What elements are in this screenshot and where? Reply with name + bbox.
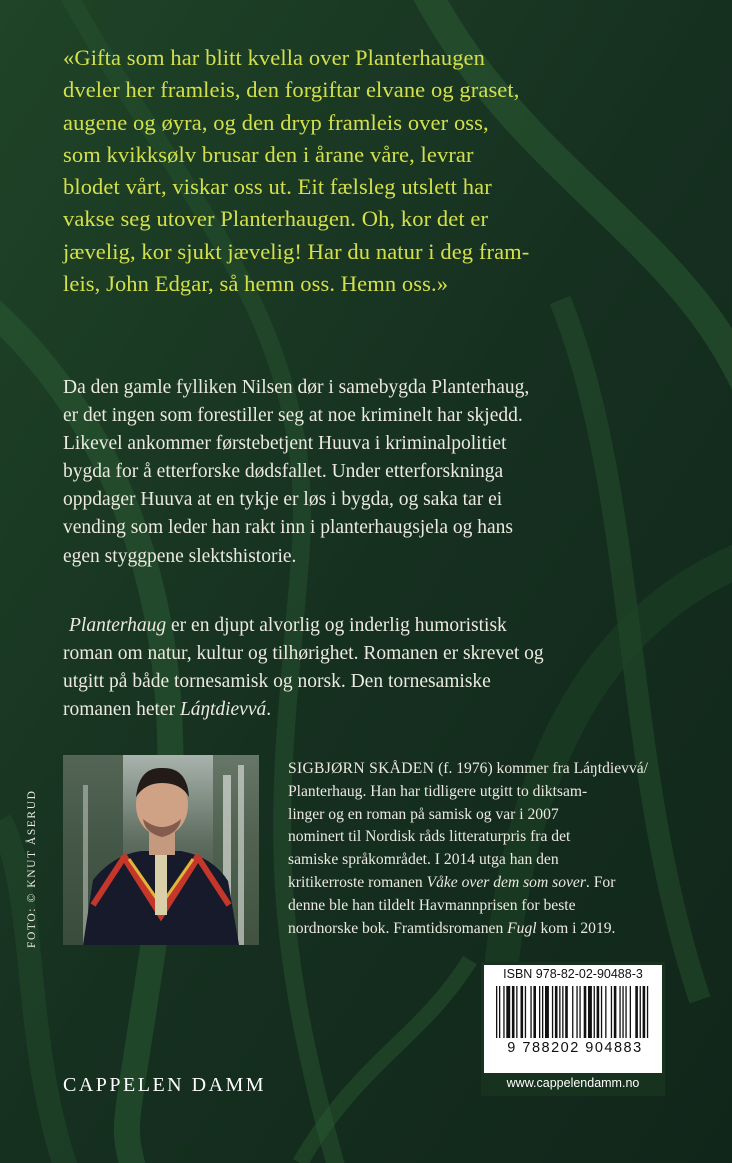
quote-line: jævelig, kor sjukt jævelig! Har du natur i deg fram- <box>63 238 530 264</box>
description-line: egen styggpene slektshistorie. <box>63 545 297 567</box>
plot-description <box>63 374 673 571</box>
description-line: Da den gamle fylliken Nilsen dør i samebygda Planterhaug, <box>63 377 530 398</box>
book-title-fugl: Fugl <box>507 919 537 937</box>
author-photo <box>63 755 259 945</box>
photo-credit: FOTO: © KNUT ÅSERUD <box>26 789 38 948</box>
description-line: oppdager Huuva at en tykje er løs i bygda, og saka tar ei <box>63 489 503 511</box>
description-line: vending som leder han rakt inn i planterhaugsjela og hans <box>63 517 514 539</box>
description-line: Likevel ankommer førstebetjent Huuva i kriminalpolitiet <box>63 433 507 455</box>
description-line: er det ingen som forestiller seg at noe kriminelt har skjedd. <box>63 405 523 427</box>
bio-line: linger og en roman på samisk og var i 2007 <box>288 805 559 823</box>
bio-line: Planterhaug. Han har tidligere utgitt to diktsam- <box>288 782 588 800</box>
summary-line: roman om natur, kultur og tilhørighet. Romanen er skrevet og <box>63 643 544 665</box>
publisher-logo: CAPPELEN DAMM <box>63 1074 267 1096</box>
quote-line: dveler her framleis, den forgiftar elvane og graset, <box>63 77 520 103</box>
bio-line: samiske språkområdet. I 2014 utga han den <box>288 851 559 869</box>
bio-line: SIGBJØRN SKÅDEN (f. 1976) kommer fra Láŋtdievvá/ <box>288 760 648 777</box>
author-bio <box>288 758 680 940</box>
quote-line: leis, John Edgar, så hemn oss. Hemn oss.» <box>63 271 449 297</box>
bio-line: denne ble han tildelt Havmannprisen for beste <box>288 896 576 914</box>
barcode-digits: 9 788202 904883 <box>507 1040 643 1056</box>
summary-line: romanen heter Láŋtdievvá. <box>63 699 272 721</box>
book-title-vake: Våke over dem som sover <box>426 873 586 891</box>
back-cover-quote <box>63 42 683 300</box>
quote-line: som kvikksølv brusar den i årane våre, levrar <box>63 141 474 167</box>
barcode-bars <box>496 986 660 1038</box>
summary-line: utgitt på både tornesamisk og norsk. Den tornesamiske <box>63 671 491 693</box>
author-name: SIGBJØRN SKÅDEN <box>288 760 435 777</box>
publisher-url: www.cappelendamm.no <box>484 1073 662 1093</box>
quote-line: «Gifta som har blitt kvella over Planterhaugen <box>63 45 485 70</box>
samisk-title: Láŋtdievvá <box>179 699 267 721</box>
book-title: Planterhaug <box>69 615 167 636</box>
bio-line: kritikerroste romanen Våke over dem som sover. For <box>288 873 616 891</box>
isbn-barcode <box>481 962 665 1096</box>
author-photo-illustration <box>63 755 259 945</box>
isbn-label: ISBN 978-82-02-90488-3 <box>503 967 643 981</box>
bio-line: nordnorske bok. Framtidsromanen Fugl kom i 2019. <box>288 919 616 937</box>
description-line: bygda for å etterforske dødsfallet. Under etterforskninga <box>63 461 504 483</box>
quote-line: vakse seg utover Planterhaugen. Oh, kor det er <box>63 206 489 232</box>
bio-line: nominert til Nordisk råds litteraturpris fra det <box>288 828 571 846</box>
summary-line: Planterhaug er en djupt alvorlig og inderlig humoristisk <box>69 615 507 636</box>
book-summary <box>63 612 673 724</box>
quote-line: blodet vårt, viskar oss ut. Eit fælsleg utslett har <box>63 174 492 200</box>
quote-line: augene og øyra, og den dryp framleis over oss, <box>63 109 489 135</box>
